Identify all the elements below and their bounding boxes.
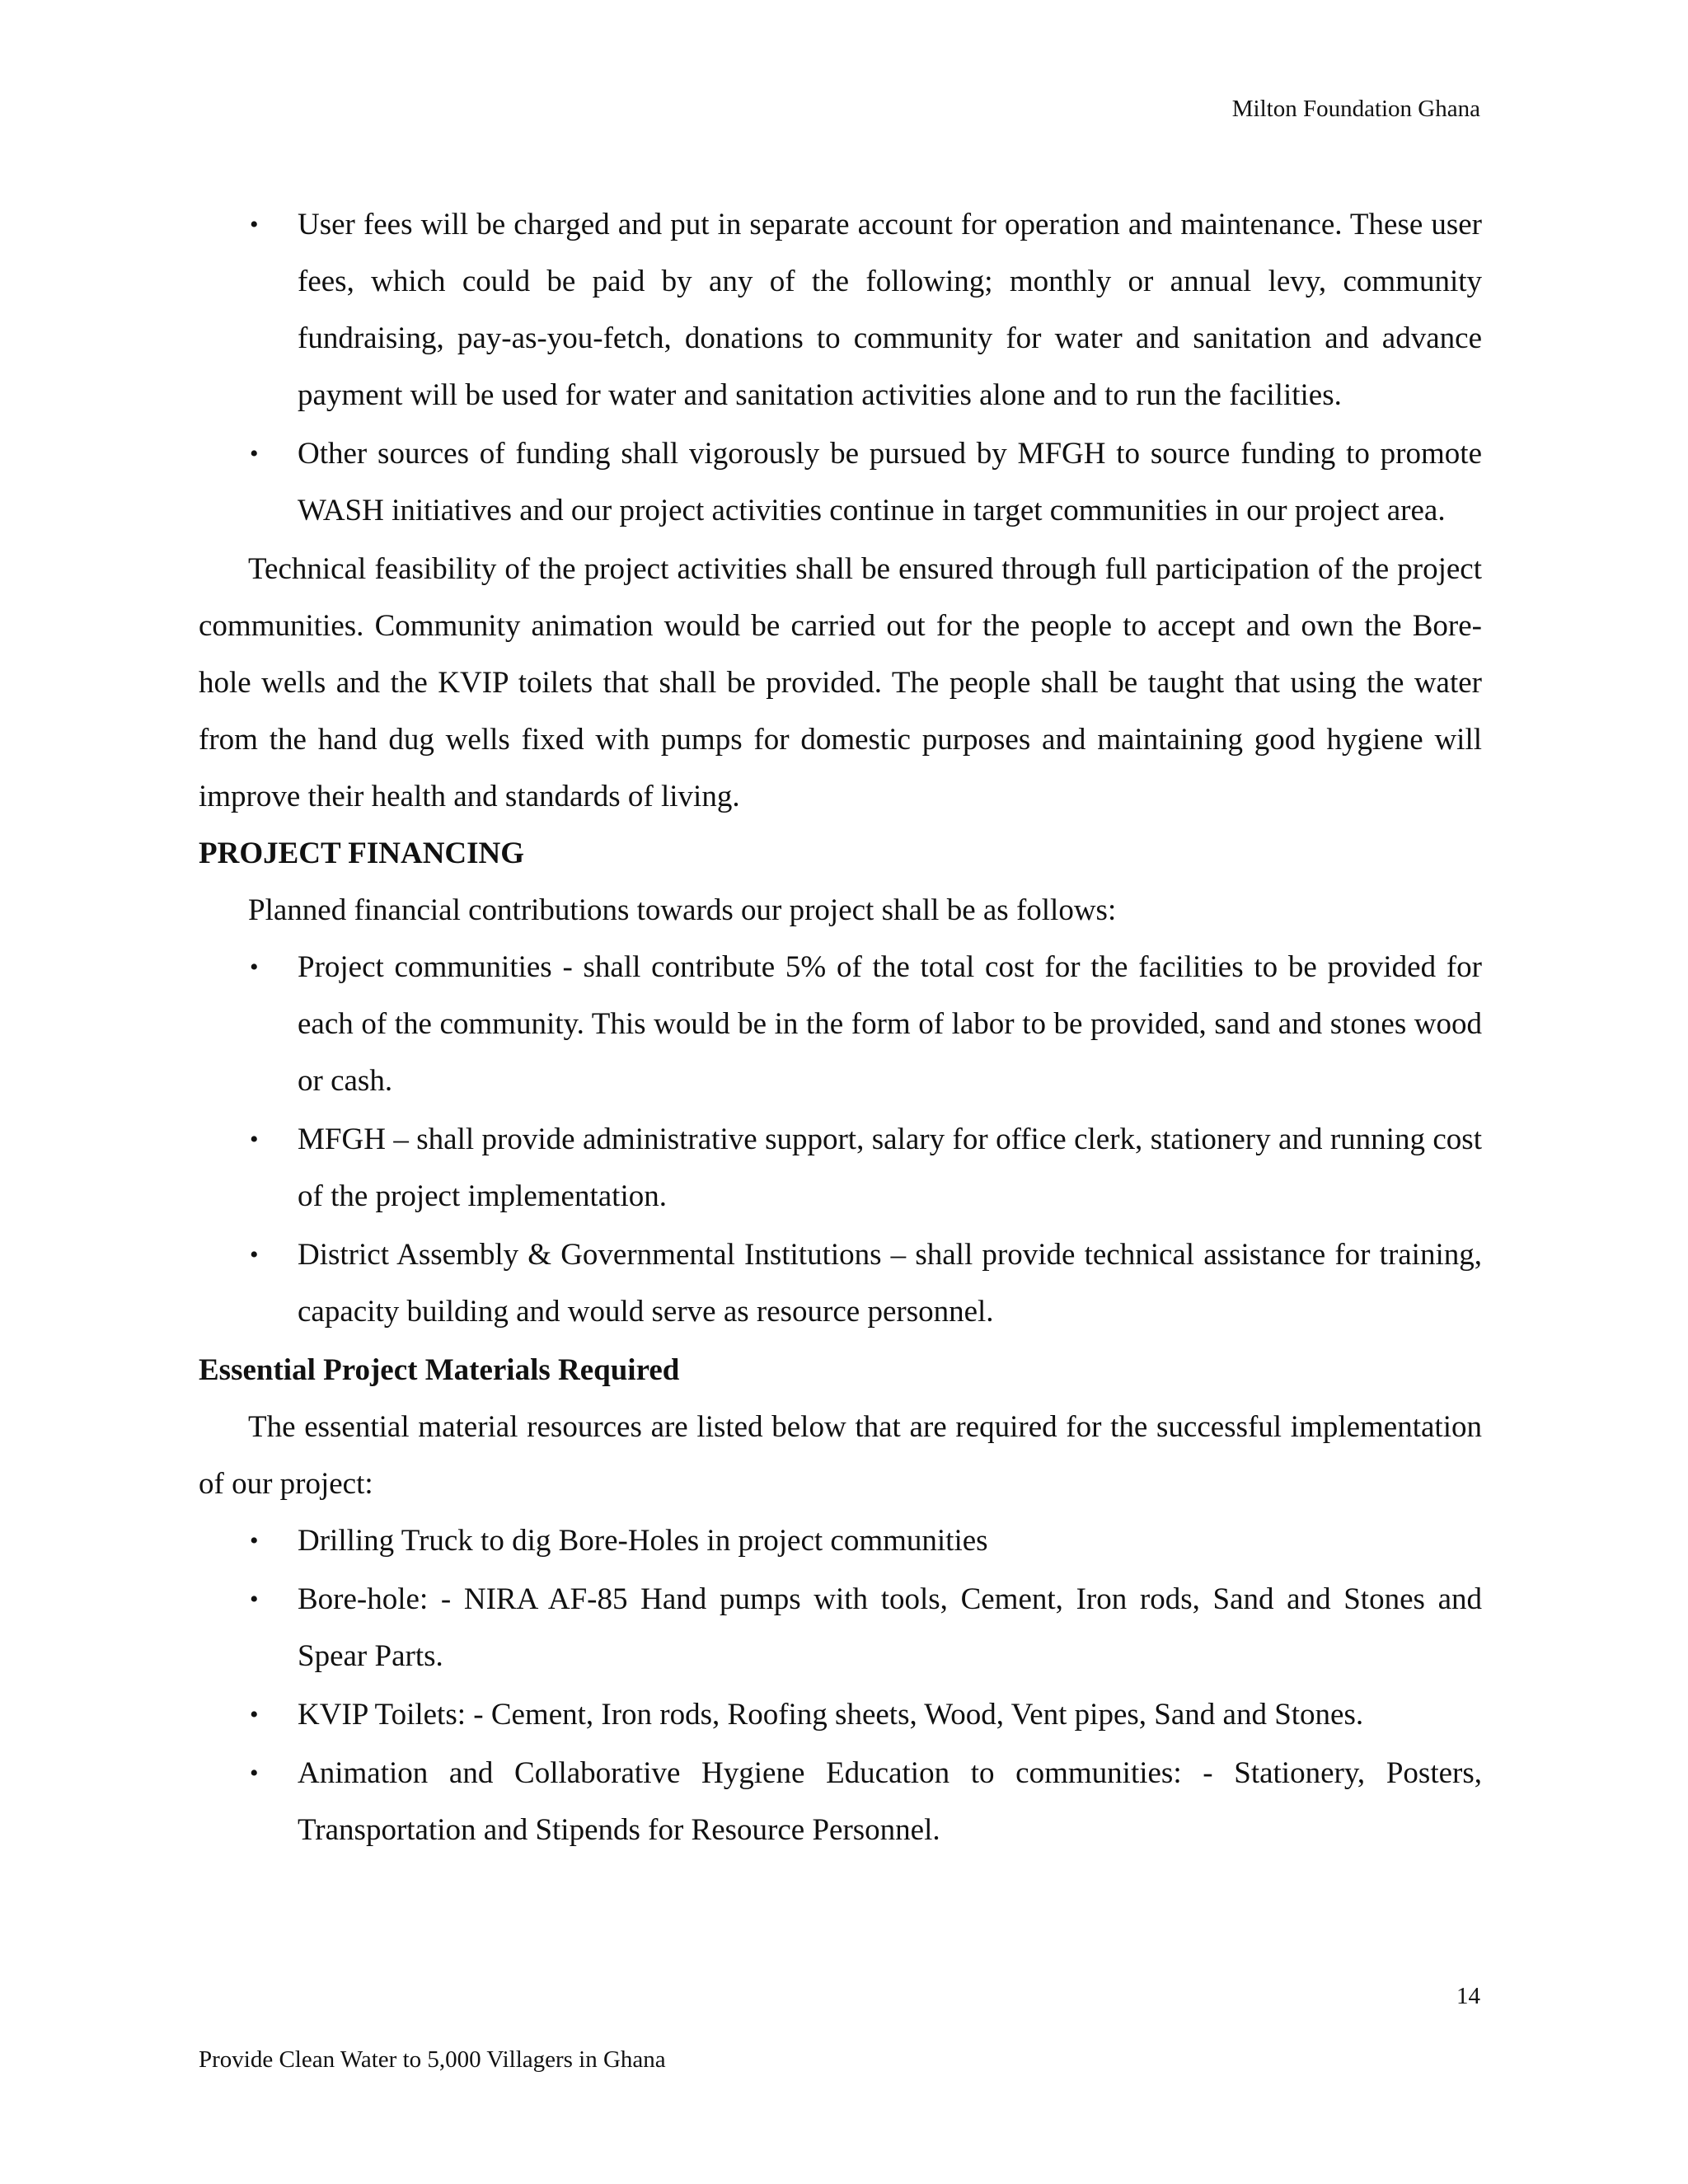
materials-bullet-list [199, 1512, 1482, 1858]
list-item: • Animation and Collaborative Hygiene Education to communities: - Stationery, Posters, Transportation and Stipends for Resource Personnel. [199, 1745, 1482, 1858]
project-financing-intro: Planned financial contributions towards our project shall be as follows: [248, 893, 1117, 927]
list-item: • MFGH – shall provide administrative support, salary for office clerk, stationery and running cost of the project implementation. [199, 1111, 1482, 1225]
bullet-icon: • [250, 211, 259, 238]
technical-feasibility-paragraph: Technical feasibility of the project activities shall be ensured through full participation of the project communities. Community animation would be carried out for the people to accept and own the Bore-hole wells and the KVIP toilets that shall be provided. The people shall be taught that using the water from the hand dug wells fixed with pumps for domestic purposes and maintaining good hygiene will improve their health and standards of living. [199, 552, 1482, 813]
bullet-icon: • [250, 1701, 259, 1728]
bullet-icon: • [250, 1586, 259, 1613]
list-item: • District Assembly & Governmental Institutions – shall provide technical assistance for training, capacity building and would serve as resource personnel. [199, 1226, 1482, 1340]
page-footer: Provide Clean Water to 5,000 Villagers in Ghana [199, 2046, 666, 2073]
financing-bullet-list [199, 939, 1482, 1340]
list-item: • Bore-hole: - NIRA AF-85 Hand pumps with tools, Cement, Iron rods, Sand and Stones and Spear Parts. [199, 1571, 1482, 1685]
list-item: • Other sources of funding shall vigorously be pursued by MFGH to source funding to promote WASH initiatives and our project activities continue in target communities in our project area. [199, 425, 1482, 539]
list-item: • KVIP Toilets: - Cement, Iron rods, Roofing sheets, Wood, Vent pipes, Sand and Stones. [199, 1686, 1482, 1743]
bullet-icon: • [250, 1241, 259, 1268]
page-number: 14 [1456, 1983, 1480, 2009]
project-financing-heading: PROJECT FINANCING [199, 837, 525, 870]
bullet-icon: • [250, 1126, 259, 1153]
page-header: Milton Foundation Ghana [1231, 96, 1480, 122]
bullet-icon: • [250, 954, 259, 981]
bullet-icon: • [250, 1527, 259, 1554]
materials-heading: Essential Project Materials Required [199, 1353, 680, 1387]
bullet-icon: • [250, 440, 259, 467]
intro-bullet-list [199, 196, 1482, 539]
materials-intro: The essential material resources are listed below that are required for the successful implementation of our project: [199, 1410, 1482, 1501]
list-item: • User fees will be charged and put in separate account for operation and maintenance. These user fees, which could be paid by any of the following; monthly or annual levy, community fundraising, pay-as-you-fetch, donations to community for water and sanitation and advance payment will be used for water and sanitation activities alone and to run the facilities. [199, 196, 1482, 424]
list-item: • Drilling Truck to dig Bore-Holes in project communities [199, 1512, 1482, 1569]
list-item: • Project communities - shall contribute 5% of the total cost for the facilities to be provided for each of the community. This would be in the form of labor to be provided, sand and stones wood or cash. [199, 939, 1482, 1109]
bullet-icon: • [250, 1760, 259, 1787]
document-body [199, 196, 1482, 1860]
